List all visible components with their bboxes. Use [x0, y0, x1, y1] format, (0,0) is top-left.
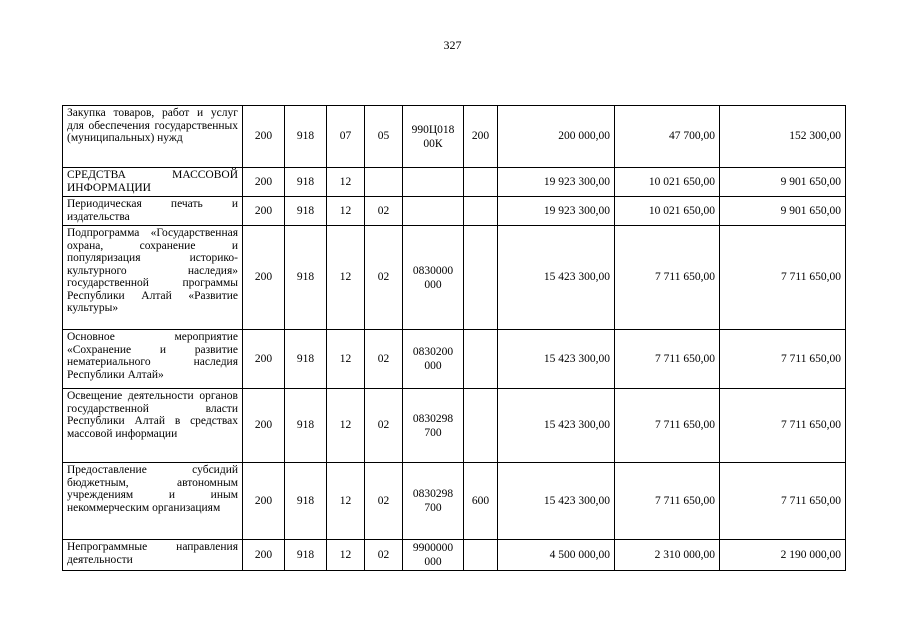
cell-value-1: 15 423 300,00	[498, 389, 615, 463]
table-row	[63, 106, 846, 168]
cell-value-2: 2 310 000,00	[615, 540, 720, 571]
cell-type: 200	[464, 106, 498, 168]
cell-value-3: 7 711 650,00	[720, 226, 846, 330]
cell-col3: 12	[327, 226, 365, 330]
cell-col4: 02	[365, 540, 403, 571]
cell-col4: 05	[365, 106, 403, 168]
cell-col4: 02	[365, 330, 403, 389]
cell-col3: 12	[327, 330, 365, 389]
cell-col3: 12	[327, 168, 365, 197]
cell-col1: 200	[243, 463, 285, 540]
cell-value-1: 4 500 000,00	[498, 540, 615, 571]
cell-code: 0830298 700	[403, 389, 464, 463]
cell-value-3: 152 300,00	[720, 106, 846, 168]
cell-type: 600	[464, 463, 498, 540]
cell-type	[464, 168, 498, 197]
page-number: 327	[443, 38, 462, 52]
table-row	[63, 330, 846, 389]
cell-code: 990Ц018 00К	[403, 106, 464, 168]
cell-col2: 918	[285, 197, 327, 226]
cell-col3: 12	[327, 540, 365, 571]
cell-col2: 918	[285, 226, 327, 330]
cell-col3: 12	[327, 463, 365, 540]
cell-type	[464, 330, 498, 389]
cell-type	[464, 389, 498, 463]
cell-value-2: 47 700,00	[615, 106, 720, 168]
row-name: Подпрограмма «Государственная охрана, сохранение и популяризация историко-культурного наследия» государственной программы Республики Алтай «Развитие культуры»	[63, 226, 243, 330]
cell-code: 0830000 000	[403, 226, 464, 330]
cell-value-2: 7 711 650,00	[615, 226, 720, 330]
cell-code: 9900000 000	[403, 540, 464, 571]
cell-type	[464, 226, 498, 330]
cell-col1: 200	[243, 389, 285, 463]
cell-col1: 200	[243, 197, 285, 226]
row-name: Периодическая печать и издательства	[63, 197, 243, 226]
cell-value-1: 15 423 300,00	[498, 330, 615, 389]
table-row	[63, 197, 846, 226]
cell-value-2: 7 711 650,00	[615, 463, 720, 540]
cell-col2: 918	[285, 330, 327, 389]
cell-value-2: 10 021 650,00	[615, 197, 720, 226]
cell-type	[464, 197, 498, 226]
row-name: Предоставление субсидий бюджетным, автономным учреждениям и иным некоммерческим организациям	[63, 463, 243, 540]
cell-col3: 12	[327, 389, 365, 463]
cell-col1: 200	[243, 226, 285, 330]
cell-value-3: 7 711 650,00	[720, 330, 846, 389]
cell-col4	[365, 168, 403, 197]
budget-table	[62, 105, 846, 571]
cell-value-2: 10 021 650,00	[615, 168, 720, 197]
table-row	[63, 463, 846, 540]
cell-value-1: 200 000,00	[498, 106, 615, 168]
cell-col2: 918	[285, 540, 327, 571]
row-name: Непрограммные направления деятельности	[63, 540, 243, 571]
table-row	[63, 226, 846, 330]
cell-value-2: 7 711 650,00	[615, 330, 720, 389]
cell-col1: 200	[243, 330, 285, 389]
cell-col2: 918	[285, 106, 327, 168]
cell-code	[403, 168, 464, 197]
cell-value-1: 19 923 300,00	[498, 197, 615, 226]
cell-col4: 02	[365, 463, 403, 540]
cell-col2: 918	[285, 389, 327, 463]
cell-value-3: 7 711 650,00	[720, 463, 846, 540]
cell-col3: 07	[327, 106, 365, 168]
row-name: Закупка товаров, работ и услуг для обеспечения государственных (муниципальных) нужд	[63, 106, 243, 168]
cell-col4: 02	[365, 197, 403, 226]
cell-value-1: 19 923 300,00	[498, 168, 615, 197]
cell-col1: 200	[243, 168, 285, 197]
table-row	[63, 389, 846, 463]
cell-code: 0830200 000	[403, 330, 464, 389]
cell-code	[403, 197, 464, 226]
table-row	[63, 540, 846, 571]
row-name: Основное мероприятие «Сохранение и развитие нематериального наследия Республики Алтай»	[63, 330, 243, 389]
cell-value-1: 15 423 300,00	[498, 463, 615, 540]
cell-col3: 12	[327, 197, 365, 226]
cell-code: 0830298 700	[403, 463, 464, 540]
cell-col1: 200	[243, 106, 285, 168]
cell-value-3: 9 901 650,00	[720, 197, 846, 226]
cell-col1: 200	[243, 540, 285, 571]
cell-col4: 02	[365, 226, 403, 330]
table-row	[63, 168, 846, 197]
row-name: Освещение деятельности органов государственной власти Республики Алтай в средствах массовой информации	[63, 389, 243, 463]
cell-col2: 918	[285, 168, 327, 197]
cell-value-3: 7 711 650,00	[720, 389, 846, 463]
row-name: СРЕДСТВА МАССОВОЙ ИНФОРМАЦИИ	[63, 168, 243, 197]
cell-value-3: 2 190 000,00	[720, 540, 846, 571]
cell-col2: 918	[285, 463, 327, 540]
cell-value-1: 15 423 300,00	[498, 226, 615, 330]
cell-value-2: 7 711 650,00	[615, 389, 720, 463]
cell-type	[464, 540, 498, 571]
cell-value-3: 9 901 650,00	[720, 168, 846, 197]
cell-col4: 02	[365, 389, 403, 463]
